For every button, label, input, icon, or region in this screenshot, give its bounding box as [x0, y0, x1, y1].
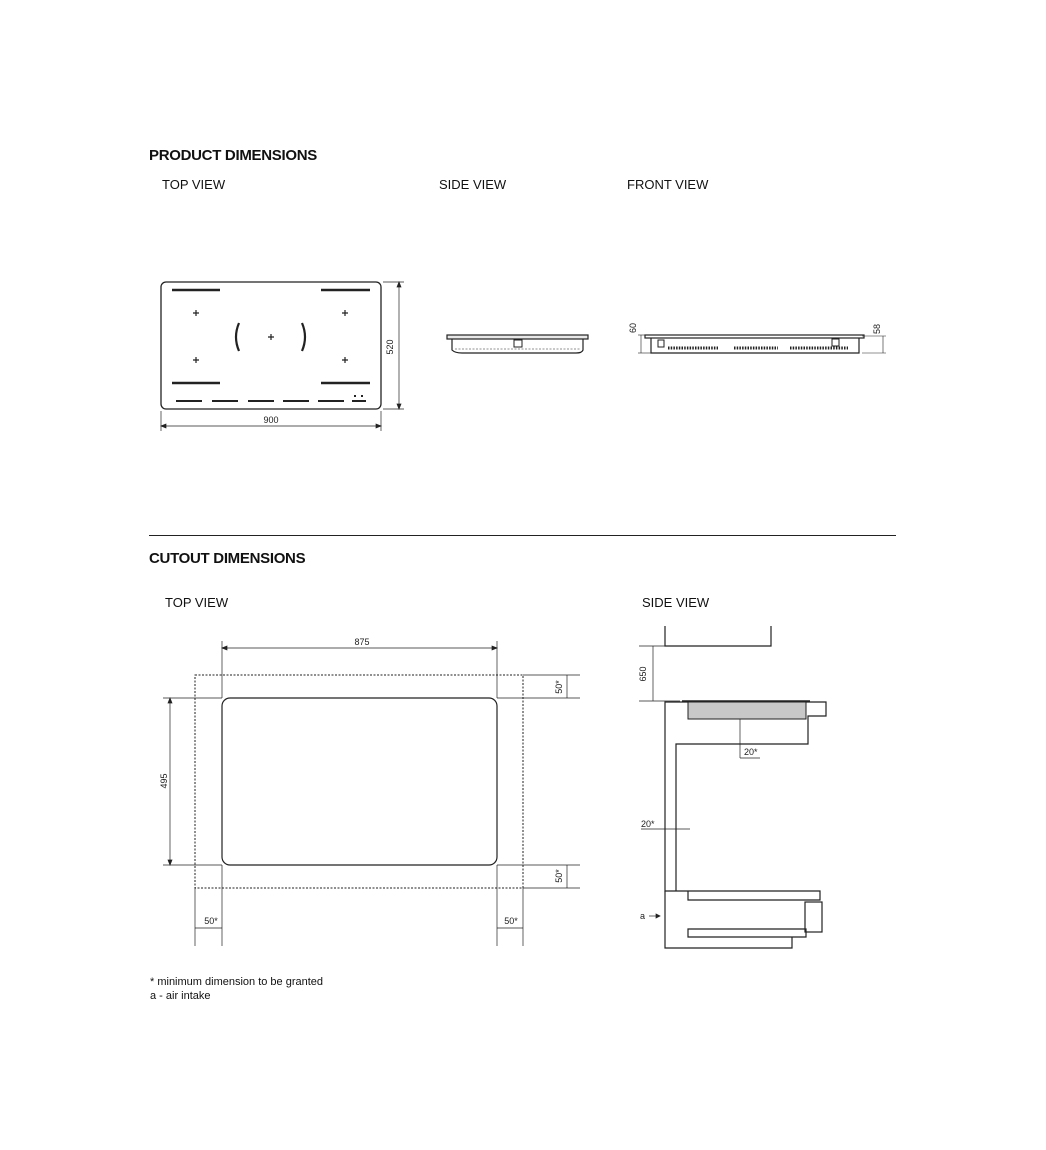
zone-centre-marks [193, 310, 348, 363]
back-gap-value: 20* [641, 819, 655, 829]
front-glass-top [645, 335, 864, 338]
product-width-value: 900 [263, 415, 279, 425]
product-front-view [638, 335, 886, 353]
bridge-zone-left-bracket [236, 323, 239, 351]
note-air-intake: a - air intake [150, 990, 211, 1002]
connector-box [514, 340, 522, 347]
cutout-top-view-label: TOP VIEW [165, 595, 229, 610]
product-top-view [161, 282, 404, 431]
overhead-cabinet [665, 626, 771, 646]
product-side-view [447, 335, 588, 353]
product-depth-value: 520 [385, 339, 395, 355]
cutout-margin-bottom-value: 50* [554, 869, 564, 883]
cutout-opening [222, 698, 497, 865]
cutout-dimension-lines [163, 641, 580, 946]
hob-in-cutout [688, 702, 806, 719]
cutout-margin-right-value: 50* [504, 916, 518, 926]
hob-outline [161, 282, 381, 409]
product-dimensions-heading: PRODUCT DIMENSIONS [149, 147, 317, 164]
gap-dimension-lines [641, 719, 760, 918]
air-intake-kickplate [805, 902, 822, 932]
hob-body [452, 339, 583, 353]
plinth-upper [688, 929, 806, 937]
front-foot-left [658, 340, 664, 347]
front-body [651, 338, 859, 353]
overhead-clearance-value: 650 [638, 666, 648, 682]
cutout-depth-value: 495 [159, 773, 169, 789]
bridge-zone-right-bracket [302, 323, 305, 351]
worktop-boundary [195, 675, 523, 888]
cutout-dimensions-heading: CUTOUT DIMENSIONS [149, 550, 306, 567]
product-top-view-label: TOP VIEW [162, 177, 226, 192]
note-minimum-dimension: * minimum dimension to be granted [150, 976, 324, 988]
front-height-right-value: 58 [872, 323, 882, 335]
front-foot-right [832, 339, 839, 346]
cutout-side-view-label: SIDE VIEW [642, 595, 710, 610]
cutout-side-view [639, 626, 826, 948]
glass-top [447, 335, 588, 339]
control-strip [176, 396, 366, 401]
cutout-top-view [163, 641, 580, 946]
worktop-and-cabinet-section [665, 702, 826, 900]
cutout-margin-top-value: 50* [554, 680, 564, 694]
product-side-view-label: SIDE VIEW [439, 177, 507, 192]
cutout-width-value: 875 [354, 637, 370, 647]
product-front-view-label: FRONT VIEW [627, 177, 709, 192]
air-intake-marker: a [640, 911, 646, 921]
cutout-margin-left-value: 50* [204, 916, 218, 926]
front-height-left-value: 60 [628, 322, 638, 334]
hob-bottom-gap-value: 20* [744, 747, 758, 757]
